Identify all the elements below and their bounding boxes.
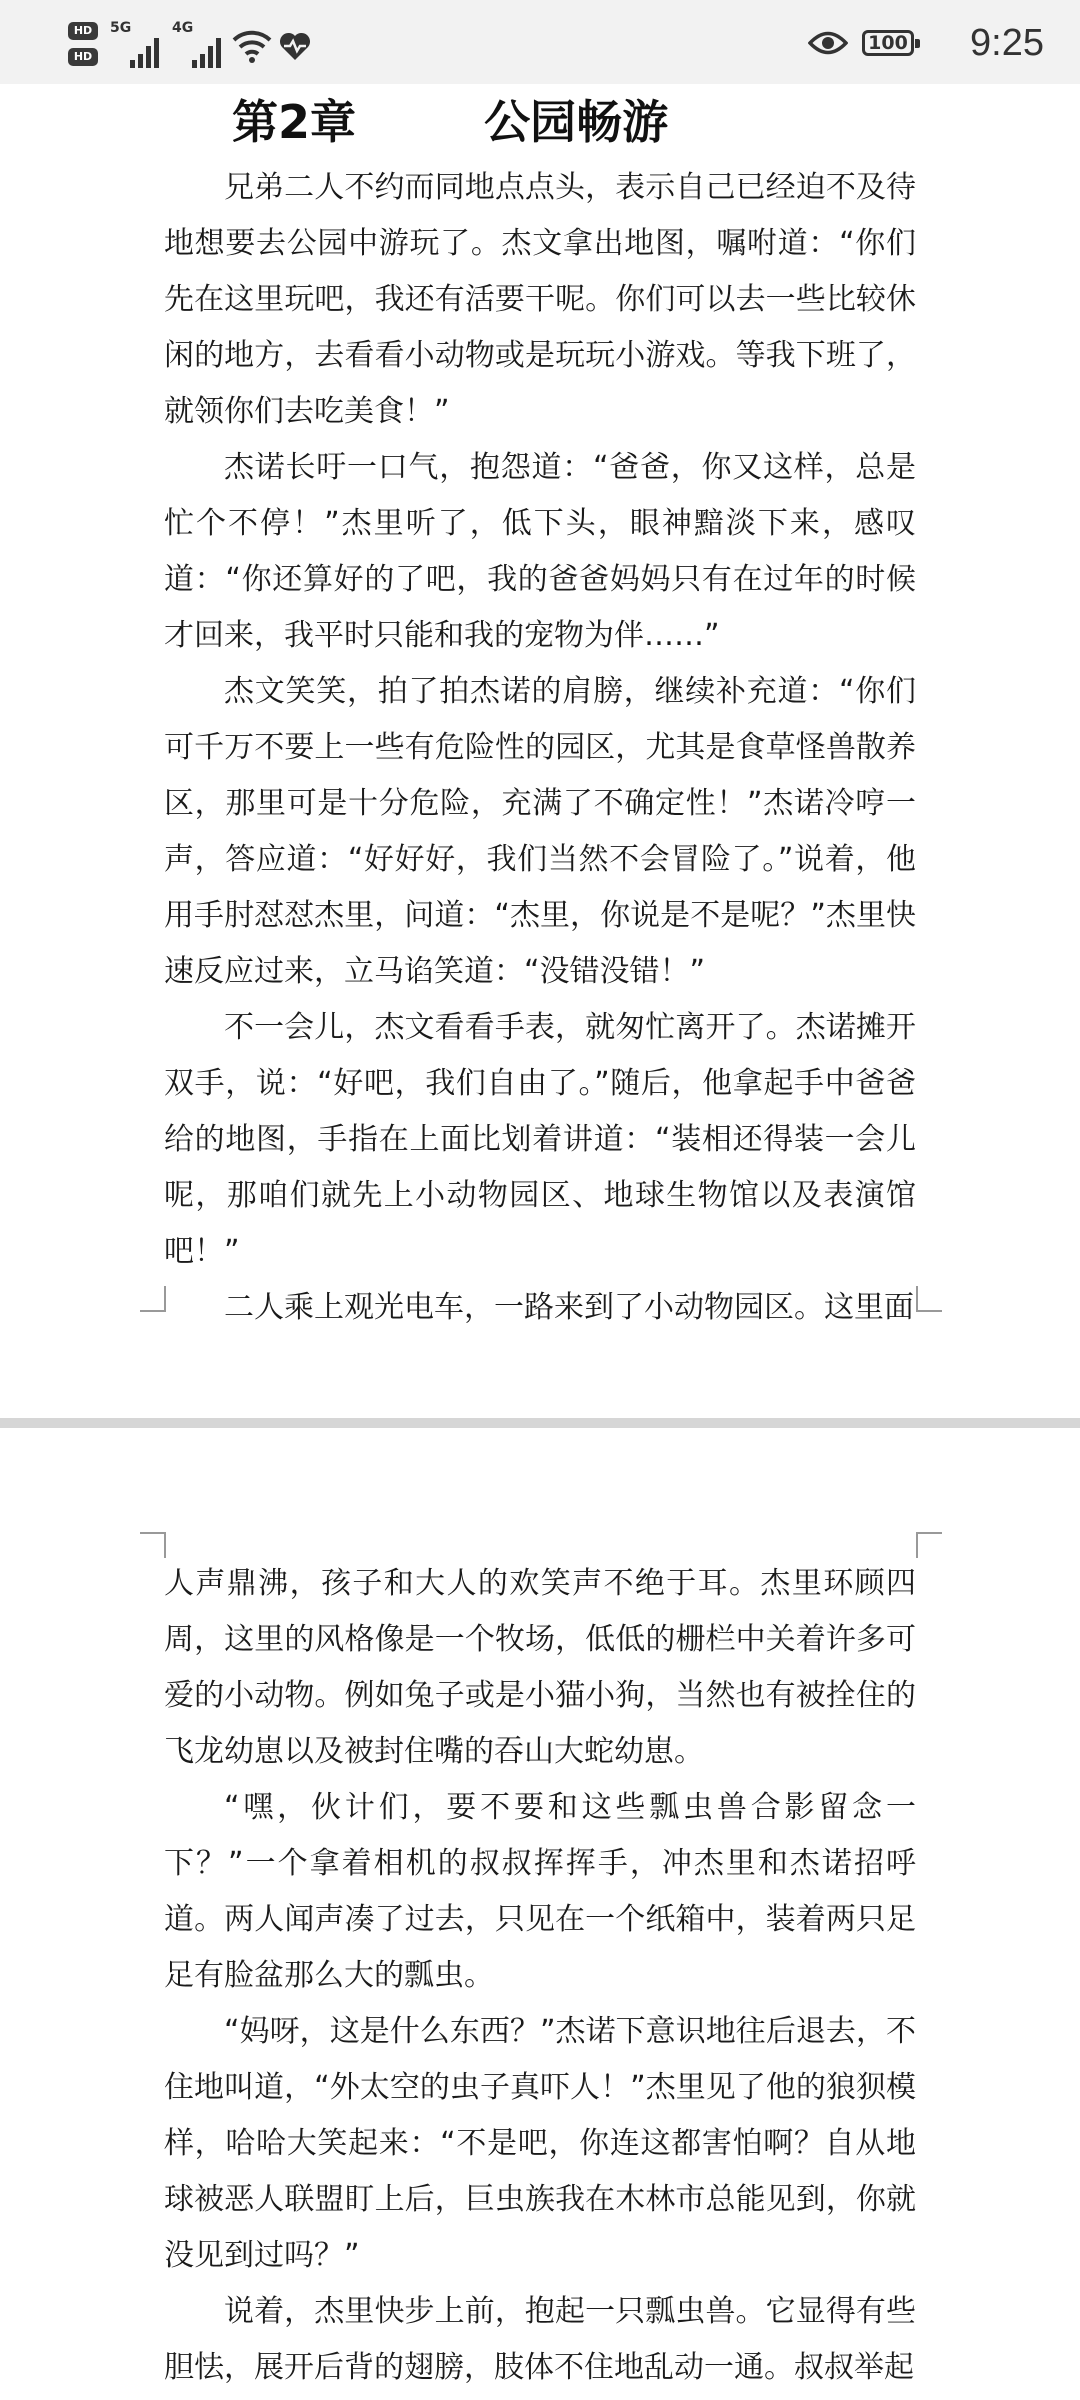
page-separator xyxy=(0,1418,1080,1428)
document-page-1 xyxy=(0,160,1080,1336)
clock-time: 9:25 xyxy=(970,22,1044,64)
eye-icon xyxy=(808,30,848,56)
hd-badge-2: HD xyxy=(68,48,98,66)
page-corner-mark xyxy=(916,1532,942,1558)
network-5g-label: 5G xyxy=(110,20,132,36)
heart-health-icon xyxy=(278,30,312,62)
paragraph: 杰诺长吁一口气，抱怨道：“爸爸，你又这样，总是忙个不停！”杰里听了，低下头，眼神黯淡下来，感叹道：“你还算好的了吧，我的爸爸妈妈只有在过年的时候才回来，我平时只能和我的宠物为伴……” xyxy=(164,450,916,653)
page-corner-mark xyxy=(916,1286,942,1312)
paragraph: 人声鼎沸，孩子和大人的欢笑声不绝于耳。杰里环顾四周，这里的风格像是一个牧场，低低的栅栏中关着许多可爱的小动物。例如兔子或是小猫小狗，当然也有被拴住的飞龙幼崽以及被封住嘴的吞山大蛇幼崽。 xyxy=(164,1566,916,1769)
signal-4g-icon xyxy=(192,36,221,68)
status-bar xyxy=(0,0,1080,84)
page-corner-mark xyxy=(140,1286,166,1312)
document-page-2 xyxy=(0,1556,1080,2396)
wifi-icon xyxy=(232,28,272,64)
network-4g-label: 4G xyxy=(172,20,194,36)
paragraph: 不一会儿，杰文看看手表，就匆忙离开了。杰诺摊开双手，说：“好吧，我们自由了。”随后，他拿起手中爸爸给的地图，手指在上面比划着讲道：“装相还得装一会儿呢，那咱们就先上小动物园区、地球生物馆以及表演馆吧！” xyxy=(164,1010,916,1269)
paragraph: 杰文笑笑，拍了拍杰诺的肩膀，继续补充道：“你们可千万不要上一些有危险性的园区，尤其是食草怪兽散养区，那里可是十分危险，充满了不确定性！”杰诺冷哼一声，答应道：“好好好，我们当然不会冒险了。”说着，他用手肘怼怼杰里，问道：“杰里，你说是不是呢？”杰里快速反应过来，立马谄笑道：“没错没错！” xyxy=(164,674,916,989)
page-corner-mark xyxy=(140,1532,166,1558)
paragraph: “嘿，伙计们，要不要和这些瓢虫兽合影留念一下？”一个拿着相机的叔叔挥挥手，冲杰里和杰诺招呼道。两人闻声凑了过去，只见在一个纸箱中，装着两只足足有脸盆那么大的瓢虫。 xyxy=(164,1790,916,1993)
hd-badge-1: HD xyxy=(68,22,98,40)
paragraph: 二人乘上观光电车，一路来到了小动物园区。这里面 xyxy=(224,1290,914,1325)
signal-5g-icon xyxy=(130,36,159,68)
chapter-title: 第2章 公园畅游 xyxy=(232,95,669,149)
battery-icon: 100 xyxy=(862,30,914,56)
paragraph: 兄弟二人不约而同地点点头，表示自己已经迫不及待地想要去公园中游玩了。杰文拿出地图，嘱咐道：“你们先在这里玩吧，我还有活要干呢。你们可以去一些比较休闲的地方，去看看小动物或是玩玩小游戏。等我下班了，就领你们去吃美食！” xyxy=(164,170,916,429)
paragraph: 说着，杰里快步上前，抱起一只瓢虫兽。它显得有些胆怯，展开后背的翅膀，肢体不住地乱动一通。叔叔举起 xyxy=(164,2294,916,2385)
paragraph: “妈呀，这是什么东西？”杰诺下意识地往后退去，不住地叫道，“外太空的虫子真吓人！”杰里见了他的狼狈模样，哈哈大笑起来：“不是吧，你连这都害怕啊？自从地球被恶人联盟盯上后，巨虫族我在木林市总能见到，你就没见到过吗？” xyxy=(164,2014,916,2273)
hd-icon xyxy=(68,22,102,68)
